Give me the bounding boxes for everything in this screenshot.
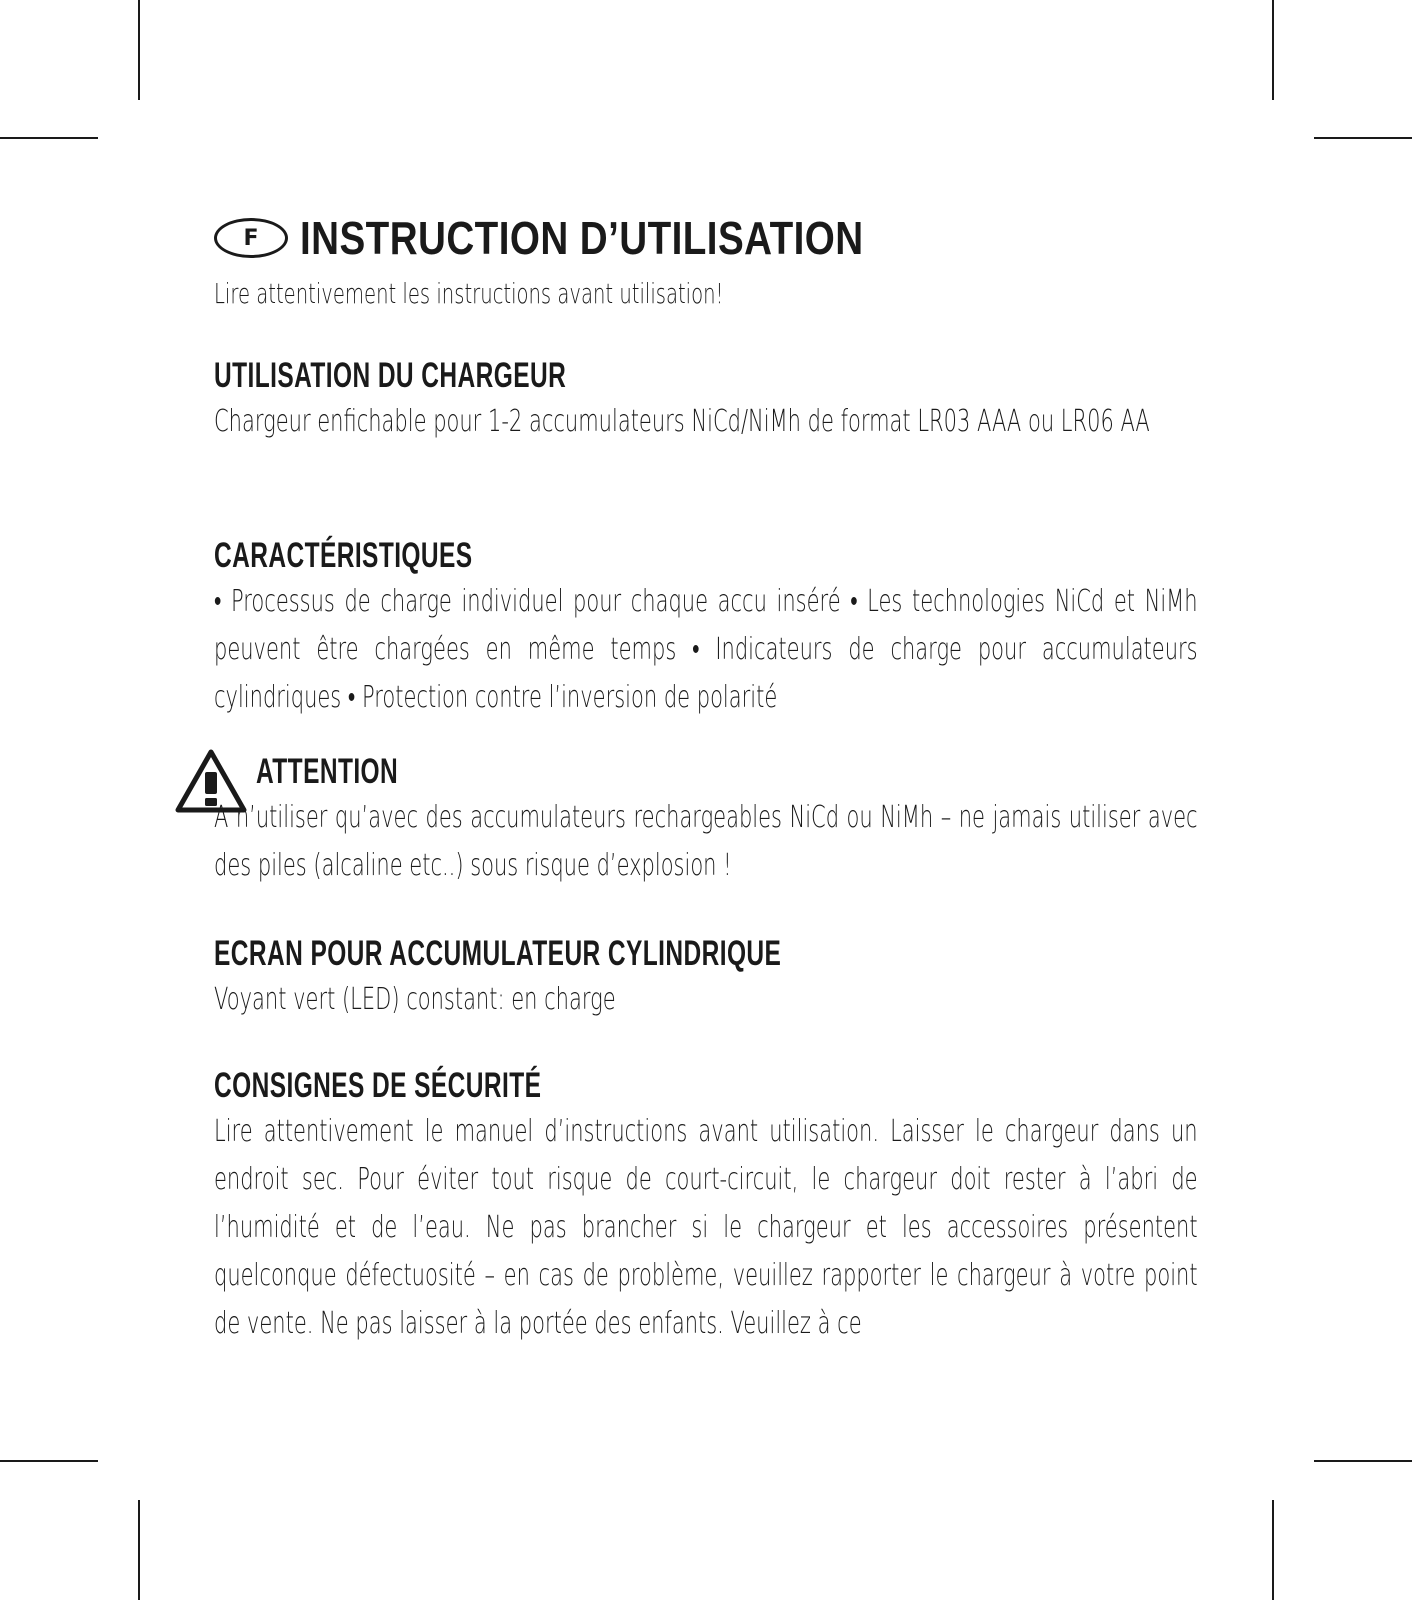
section-text: Chargeur enfichable pour 1-2 accumulateurs NiCd/NiMh de format LR03 AAA ou LR06 AA <box>214 404 1150 439</box>
crop-mark-bottom-left-h <box>0 1460 98 1462</box>
section-display <box>214 932 1198 1024</box>
section-text: • Processus de charge individuel pour chaque accu inséré • Les technologies NiCd et NiMh peuvent être chargées en même temps • Indicateurs de charge pour accumulateurs cylindriques • Protection contre l’inversion de polarité <box>214 584 1198 715</box>
lead-text: Lire attentivement les instructions avant utilisation! <box>214 277 724 310</box>
section-heading: ECRAN POUR ACCUMULATEUR CYLINDRIQUE <box>214 934 782 973</box>
section-safety <box>214 1064 1198 1348</box>
section-text: Lire attentivement le manuel d’instructions avant utilisation. Laisser le chargeur dans un endroit sec. Pour éviter tout risque de court-circuit, le chargeur doit rester à l’abri de l’humidité et de l’eau. Ne pas brancher si le chargeur et les accessoires présentent quelconque défectuosité – en cas de problème, veuillez rapporter le chargeur à votre point de vente. Ne pas laisser à la portée des enfants. Veuillez à ce <box>214 1114 1198 1341</box>
instruction-page <box>214 206 1198 1341</box>
crop-mark-top-left <box>138 0 140 100</box>
section-text: A n’utiliser qu’avec des accumulateurs rechargeables NiCd ou NiMh – ne jamais utiliser avec des piles (alcaline etc..) sous risque d’explosion ! <box>214 800 1198 883</box>
crop-mark-top-left-h <box>0 137 98 139</box>
crop-mark-top-right-h <box>1314 137 1412 139</box>
page-title: INSTRUCTION D’UTILISATION <box>300 212 864 264</box>
section-heading: UTILISATION DU CHARGEUR <box>214 356 567 395</box>
section-heading: ATTENTION <box>256 752 399 791</box>
section-heading: CONSIGNES DE SÉCURITÉ <box>214 1066 542 1105</box>
section-text: Voyant vert (LED) constant: en charge <box>214 982 616 1017</box>
title-row <box>214 206 1198 270</box>
section-features <box>214 534 1198 722</box>
crop-mark-top-right <box>1272 0 1274 100</box>
language-badge: F <box>214 218 288 258</box>
section-attention <box>214 750 1198 890</box>
crop-mark-bottom-right <box>1272 1500 1274 1600</box>
crop-mark-bottom-left <box>138 1500 140 1600</box>
section-heading: CARACTÉRISTIQUES <box>214 536 473 575</box>
section-usage <box>214 354 1198 446</box>
crop-mark-bottom-right-h <box>1314 1460 1412 1462</box>
